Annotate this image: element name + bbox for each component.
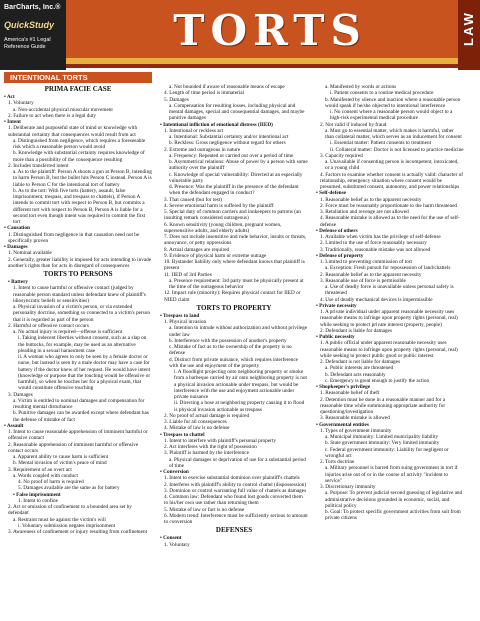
outline-item: 3. Requirement of an overt act xyxy=(8,466,72,473)
subsection-heading: TORTS TO PERSONS xyxy=(43,270,113,278)
outline-item: 2. Interferes with plaintiff's ability to control chattel (dispossession) xyxy=(164,481,307,488)
outline-item: 2. Harmful or offensive contact occurs xyxy=(8,322,89,329)
outline-item: 2. Extreme and outrageous in nature xyxy=(164,146,241,153)
outline-item: 3. Capacity required xyxy=(320,152,363,159)
outline-item: 2. Failure to act when there is a legal duty xyxy=(8,112,97,119)
outline-item: a. As to the plaintiff: Person A shoots a gun at Person B, intending to harm Person B, but the bullet hits Person C instead. Person A is liable to Person C for the intentional tort of battery xyxy=(13,169,152,188)
outline-item: a. Compensation for resulting losses, including physical and mental damages, special and consequential damages, and maybe punitive damages xyxy=(169,102,305,122)
outline-item: a. Not bounded if aware of reasonable means of escape xyxy=(169,84,285,90)
outline-item: b. Asymmetrical relations: Abuse of power by a person with some authority over the plaintiff xyxy=(169,159,308,172)
column-1 xyxy=(4,84,152,618)
subsection-heading: DEFENSES xyxy=(215,526,253,535)
subject-tab-label: LAW xyxy=(461,11,476,46)
outline-item: 1. Voluntary xyxy=(8,100,34,107)
subsection-heading: TORTS TO PROPERTY xyxy=(196,303,272,312)
outline-item: a. Presence requirement: 3rd party must be physically present at the time of the outrageous behavior xyxy=(169,277,304,290)
outline-item: c. Emergency is great enough to justify the action xyxy=(325,377,430,384)
outline-item: a. Words coupled with conduct xyxy=(13,472,78,479)
outline-item: 5. Damages available are the same as for battery xyxy=(18,485,120,492)
outline-item: 6. Known sensitivity (young children, pregnant women, supersensitive adults, and elderly adults) xyxy=(164,221,282,234)
outline-item: 2. Torts doctrine xyxy=(320,459,355,465)
outline-item: i. Taking indecent liberties without consent, such as a slap on the buttocks, for example, may be used as an alternative pleading in a sexual harassment case xyxy=(18,335,147,354)
outline-item: 4. Common law: Defendant who found lost goods converted them to his/her own use rather than returning them xyxy=(164,494,303,507)
outline-item: 1. Reasonable belief of theft xyxy=(320,390,380,397)
outline-item: 4. Use of deadly mechanical devices is impermissible xyxy=(320,296,433,303)
outline-item: 4. Mistake of law is no defense xyxy=(164,425,230,432)
outline-topic: • Public necessity xyxy=(316,334,355,340)
outline-item: 12. Impact rule (minority): Requires physical contact for IIED or NIED claim xyxy=(164,290,301,303)
outline-item: a. Municipal immunity: Limited municipality liability xyxy=(325,434,439,440)
outline-item: a. Unavailable if consenting person is incompetent, intoxicated, or a young child xyxy=(325,159,459,172)
outline-item: b. Knowledge with substantial certainty requires knowledge of more than a possibility of the consequence resulting xyxy=(13,150,145,163)
outline-topic: • Assault xyxy=(4,422,24,429)
outline-item: b. Goal: To protect specific government activities from suit from private citizens xyxy=(325,509,461,522)
outline-topic: • Trespass to chattel xyxy=(160,431,205,438)
outline-topic: • Defense of property xyxy=(316,252,364,259)
outline-item: c. Federal government immunity: Liability for negligent or wrongful act xyxy=(325,446,449,459)
outline-item: 3. Reasonable mistake is allowed xyxy=(320,415,390,422)
outline-item: 2. Defendant is liable for damages xyxy=(320,327,393,334)
outline-item: 10. Bystander liability only where defendant knows that plaintiff is present xyxy=(164,259,305,272)
outline-item: 1. Intent to interfere with plaintiff's personal property xyxy=(164,437,276,444)
outline-topic: • Governmental entities xyxy=(316,421,369,428)
outline-item: 4. Length of time period is immaterial xyxy=(164,90,245,97)
outline-item: a. Physical invasion of a victim's person, or via extended personality doctrine, something so connected to a victim's person that it is regarded as part of the person xyxy=(13,304,150,323)
outline-item: 1. Nominal available xyxy=(8,250,52,257)
outline-topic: • Causation xyxy=(4,225,30,232)
outline-item: a. Frequency: Repeated or carried out over a period of time xyxy=(169,152,294,159)
brand-tagline: America's #1 Legal Reference Guide xyxy=(4,37,51,50)
outline-item: b. Reckless: Gross negligence without regard for others xyxy=(169,140,286,147)
outline-item: b. Defendant acts reasonably xyxy=(325,371,386,378)
outline-topic: • Act xyxy=(4,94,15,100)
outline-topic: • Shopkeeper's privilege xyxy=(316,384,371,390)
outline-item: i. Patient consents to a routine medical procedure xyxy=(330,90,434,97)
outline-item: 3. That caused (but for test) xyxy=(164,196,222,203)
subject-tab xyxy=(458,0,480,70)
outline-item: 1. Voluntary xyxy=(164,541,190,548)
outline-item: 2. Act or omission of confinement to a bounded area set by defendant xyxy=(8,504,132,517)
outline-item: 1. Deliberate and purposeful state of mind or knowledge with substantial certainty that consequences would result from act xyxy=(8,125,138,138)
outline-item: 9. Evidence of physical harm or extreme outrage xyxy=(164,252,267,259)
outline-item: i. Voluntary submission negates imprisonment xyxy=(18,522,116,529)
outline-item: 1. Limited to preventing commission of tort xyxy=(320,259,413,265)
outline-topic: • Intentional infliction of emotional distress (IIED) xyxy=(160,121,273,128)
outline-item: a. Public interests are threatened xyxy=(325,365,394,372)
outline-item: 1. Types of government immunity xyxy=(320,427,392,434)
outline-item: 2. No proof of actual damage is required xyxy=(164,412,250,419)
outline-item: b. Manifested by silence and inaction where a reasonable person would speak if he/she objected to intentional interference xyxy=(325,96,461,109)
column-2 xyxy=(160,84,308,618)
banner-bottom-stripe xyxy=(66,64,480,68)
outline-item: 2. Reasonable apprehension of imminent harmful or offensive contact occurs xyxy=(8,441,139,454)
outline-topic: • Consent xyxy=(160,535,182,542)
outline-item: 2. Reasonable belief as to the apparent necessity xyxy=(320,271,422,278)
outline-item: ii. Collateral matter: Doctor is not licensed to practice medicine xyxy=(330,146,464,153)
outline-item: 1. A public official under apparent reasonable necessity uses reasonable means to infringe upon property rights (personal, real) while seeking to protect public good or public interest xyxy=(320,340,458,359)
outline-item: 5. Damages xyxy=(164,96,189,103)
outline-item: a. Use of deadly force is unavailable unless personal safety is threatened xyxy=(325,284,454,297)
outline-item: a. Purpose: To prevent judicial second guessing of legislative and administrative decisions grounded in economic, social, and political policy xyxy=(325,490,463,509)
outline-topic: • Trespass to land xyxy=(160,312,200,319)
outline-item: 3. Plaintiff is harmed by the interference xyxy=(164,450,249,457)
outline-item: 4. Reasonable mistake is allowed as to the need for the use of self-defense xyxy=(320,215,460,228)
outline-item: c. Mistake of fact as to the ownership of the property is no defense xyxy=(169,344,292,357)
series-logo: QuickStudy xyxy=(4,20,55,30)
outline-item: 2. Limited to the use of force reasonably necessary xyxy=(320,240,427,247)
page-title: TORTS xyxy=(173,6,367,55)
brand-block xyxy=(0,0,66,70)
outline-item: 2. Not valid if induced by fraud xyxy=(320,121,387,128)
outline-item: a. Military personnel is barred from suing government in tort if injuries arise out of or in the course of activity "incident to service" xyxy=(325,465,458,484)
outline-item: 3. Liable for all consequences xyxy=(164,419,227,425)
outline-item: 2. Defendant is not liable for damages xyxy=(320,359,401,365)
outline-topic: • Conversion xyxy=(160,469,189,475)
outline-item: a. Exception: Fresh pursuit for repossession of land/chattels xyxy=(325,265,451,272)
outline-topic: • Private necessity xyxy=(316,302,357,309)
outline-item: a. Non-accidental physical muscular movement xyxy=(13,106,113,113)
outline-item: 3. Damages xyxy=(8,391,33,398)
outline-item: a. Distinguished from negligence, which requires a foreseeable risk which a reasonable person would avoid xyxy=(13,137,146,150)
outline-item: 2. Act interferes with the right of possession xyxy=(164,444,257,450)
outline-topic: • Defense of others xyxy=(316,227,358,234)
outline-item: b. Interference with the possession of another's property xyxy=(169,337,287,344)
outline-item: d. Distinct from private nuisance, which requires interference with the use and enjoyment of the property xyxy=(169,356,299,369)
outline-item: 5. Mistake of law or fact is no defense xyxy=(164,506,245,513)
outline-item: 4. No proof of harm is required xyxy=(18,479,84,485)
outline-item: 1. Intent to confine xyxy=(18,497,58,504)
outline-item: ii. A woman who agrees to only be seen by a female doctor or nurse, but instead is seen by a male doctor may have a case for battery if the doctor knew of her request. He would have intent (knowledge or purpose that the touching would be offensive or harmful), so when he touches her for a physical exam, that would constitute offensive touching xyxy=(18,354,151,392)
outline-item: b. Punitive damages can be awarded except where defendant has the defense of mistake of fact xyxy=(13,410,149,423)
outline-item: 1. Reasonable belief as to the apparent necessity xyxy=(320,196,422,203)
outline-item: a. Must go to essential matter, which makes it harmful, rather than collateral matter, which serves as an inducement for consent xyxy=(325,127,462,140)
outline-item: 2. Force must be reasonably proportionate to the harm threatened xyxy=(320,202,458,209)
outline-item: b. State government immunity: Very limited immunity xyxy=(325,440,440,447)
outline-topic: • Battery xyxy=(8,279,29,285)
subsection-heading: PRIMA FACIE CASE xyxy=(44,85,112,93)
outline-item: 2. Includes transferred intent xyxy=(8,162,69,169)
outline-item: 4. Severe emotional harm is suffered by the plaintiff xyxy=(164,202,274,209)
outline-item: 1. Available when victim has the privilege of self-defense xyxy=(320,234,441,240)
outline-item: 4. Factors to examine whether consent is actually valid: character of relationship, emergency situation where consent would be presumed, substituted consent, autonomy, and power relationships xyxy=(320,171,464,190)
outline-item: d. Presence: Was the plaintiff in the presence of the defendant when the defendant engaged in conduct? xyxy=(169,184,299,197)
outline-item: 1. Intentional or reckless act xyxy=(164,127,224,134)
outline-item: 8. Actual damages are required xyxy=(164,246,230,253)
outline-item: a. Intentional: Substantial certainty and/or intentional act xyxy=(169,134,289,140)
outline-item: 1. Intent to cause harmful or offensive contact (judged by reasonable person standard unless defendant knew of plaintiff's idiosyncratic beliefs or sensitivities) xyxy=(13,285,146,304)
outline-item: 3. Discretionary immunity xyxy=(320,484,376,490)
outline-item: 3. Awareness of confinement or injury resulting from confinement xyxy=(8,529,148,535)
header xyxy=(0,0,480,70)
outline-item: a. Manifested by words or actions xyxy=(325,84,397,90)
outline-item: 7. Does not include insensitive and rude behavior, insults or threats, annoyance, or petty oppressions xyxy=(164,234,307,247)
outline-item: b. Mental invasion of victim's peace of mind xyxy=(13,460,107,467)
outline-item: a. Physical damages or deprivation of use for a substantial period of time xyxy=(169,456,306,469)
outline-item: 1. A private individual under apparent reasonable necessity uses reasonable means to infringe upon property rights (personal, real) while seeking to protect private interest (property, people) xyxy=(320,309,458,328)
outline-item: a. Victim is entitled to nominal damages and compensation for resulting mental disturbance xyxy=(13,397,145,410)
outline-item: i. A floodlight projecting onto neighboring property or smoke from a barbeque carried by air onto neighboring property is not a physical invasion actionable under trespass, but would be interference with the use and enjoyment actionable under private nuisance xyxy=(174,369,307,400)
outline-item: 1. Physical invasion xyxy=(164,319,207,325)
outline-topic: • Intent xyxy=(4,119,21,125)
outline-item: 3. Dominion or control warranting full value of chattels as damages xyxy=(164,487,307,494)
outline-item: 6. Modern trend: Interference must be sufficiently serious to amount to conversion xyxy=(164,512,308,525)
outline-item: c. Knowledge of special vulnerability: Directed at an especially vulnerable party xyxy=(169,171,303,184)
outline-item: 11. IIED of 3rd Parties xyxy=(164,271,212,278)
outline-topic: • False imprisonment xyxy=(13,491,61,498)
outline-item: 1. Intent to exercise substantial dominion over plaintiff's chattels xyxy=(164,475,300,482)
publisher-name: BarCharts, Inc.® xyxy=(4,4,61,11)
outline-item: a. No actual injury is required—offense is sufficient xyxy=(13,329,123,335)
outline-item: b. As to the tort: With five torts (battery, assault, false imprisonment, trespass, and trespass to chattels), if Person A intends to commit tort with respect to Person B, but commits a different tort with respect to Person B, Person A is liable for a second tort even though intent was required to commit the first tort xyxy=(13,187,146,225)
outline-item: 3. Reasonable use of force is permissible xyxy=(320,277,406,284)
outline-item: 3. Retaliation and revenge are not allowed xyxy=(320,209,409,215)
section-heading: INTENTIONAL TORTS xyxy=(4,72,152,83)
outline-item: a. Intention to intrude without authorization and without privilege under law xyxy=(169,325,308,338)
outline-item: ii. Directing a hose at neighboring property causing it to flood is physical invasion actionable as trespass xyxy=(174,400,305,413)
outline-item: 2. Generally, greater liability is imposed for acts intending to invade another's rights than for acts in disregard of consequences xyxy=(8,256,152,269)
outline-item: i. No consent where a reasonable person would object to a high-risk experimental medical procedure xyxy=(330,109,453,122)
outline-topic: • Damages xyxy=(4,244,28,250)
outline-topic: • Self-defense xyxy=(316,190,346,197)
outline-item: 1. Distinguished from negligence in that causation need not be specifically proven xyxy=(8,231,140,244)
outline-item: 1. Intent to cause reasonable apprehension of imminent harmful or offensive contact xyxy=(8,429,148,442)
outline-item: i. Essential matter: Patient consents to treatment xyxy=(330,140,432,147)
outline-item: a. Apparent ability to cause harm is sufficient xyxy=(13,454,109,460)
outline-item: a. Restraint must be against the victim's will xyxy=(13,516,106,523)
outline-item: 5. Special duty of common carriers and innkeepers to patrons (an insulting remark considered outrageous) xyxy=(164,209,301,222)
outline-item: 2. Detention must be done in a reasonable manner and for a reasonable time while summoning appropriate authority for questioning/investigation xyxy=(320,396,446,415)
outline-item: 3. Traditionally, reasonable mistake was not allowed xyxy=(320,246,431,253)
column-3 xyxy=(316,84,464,618)
